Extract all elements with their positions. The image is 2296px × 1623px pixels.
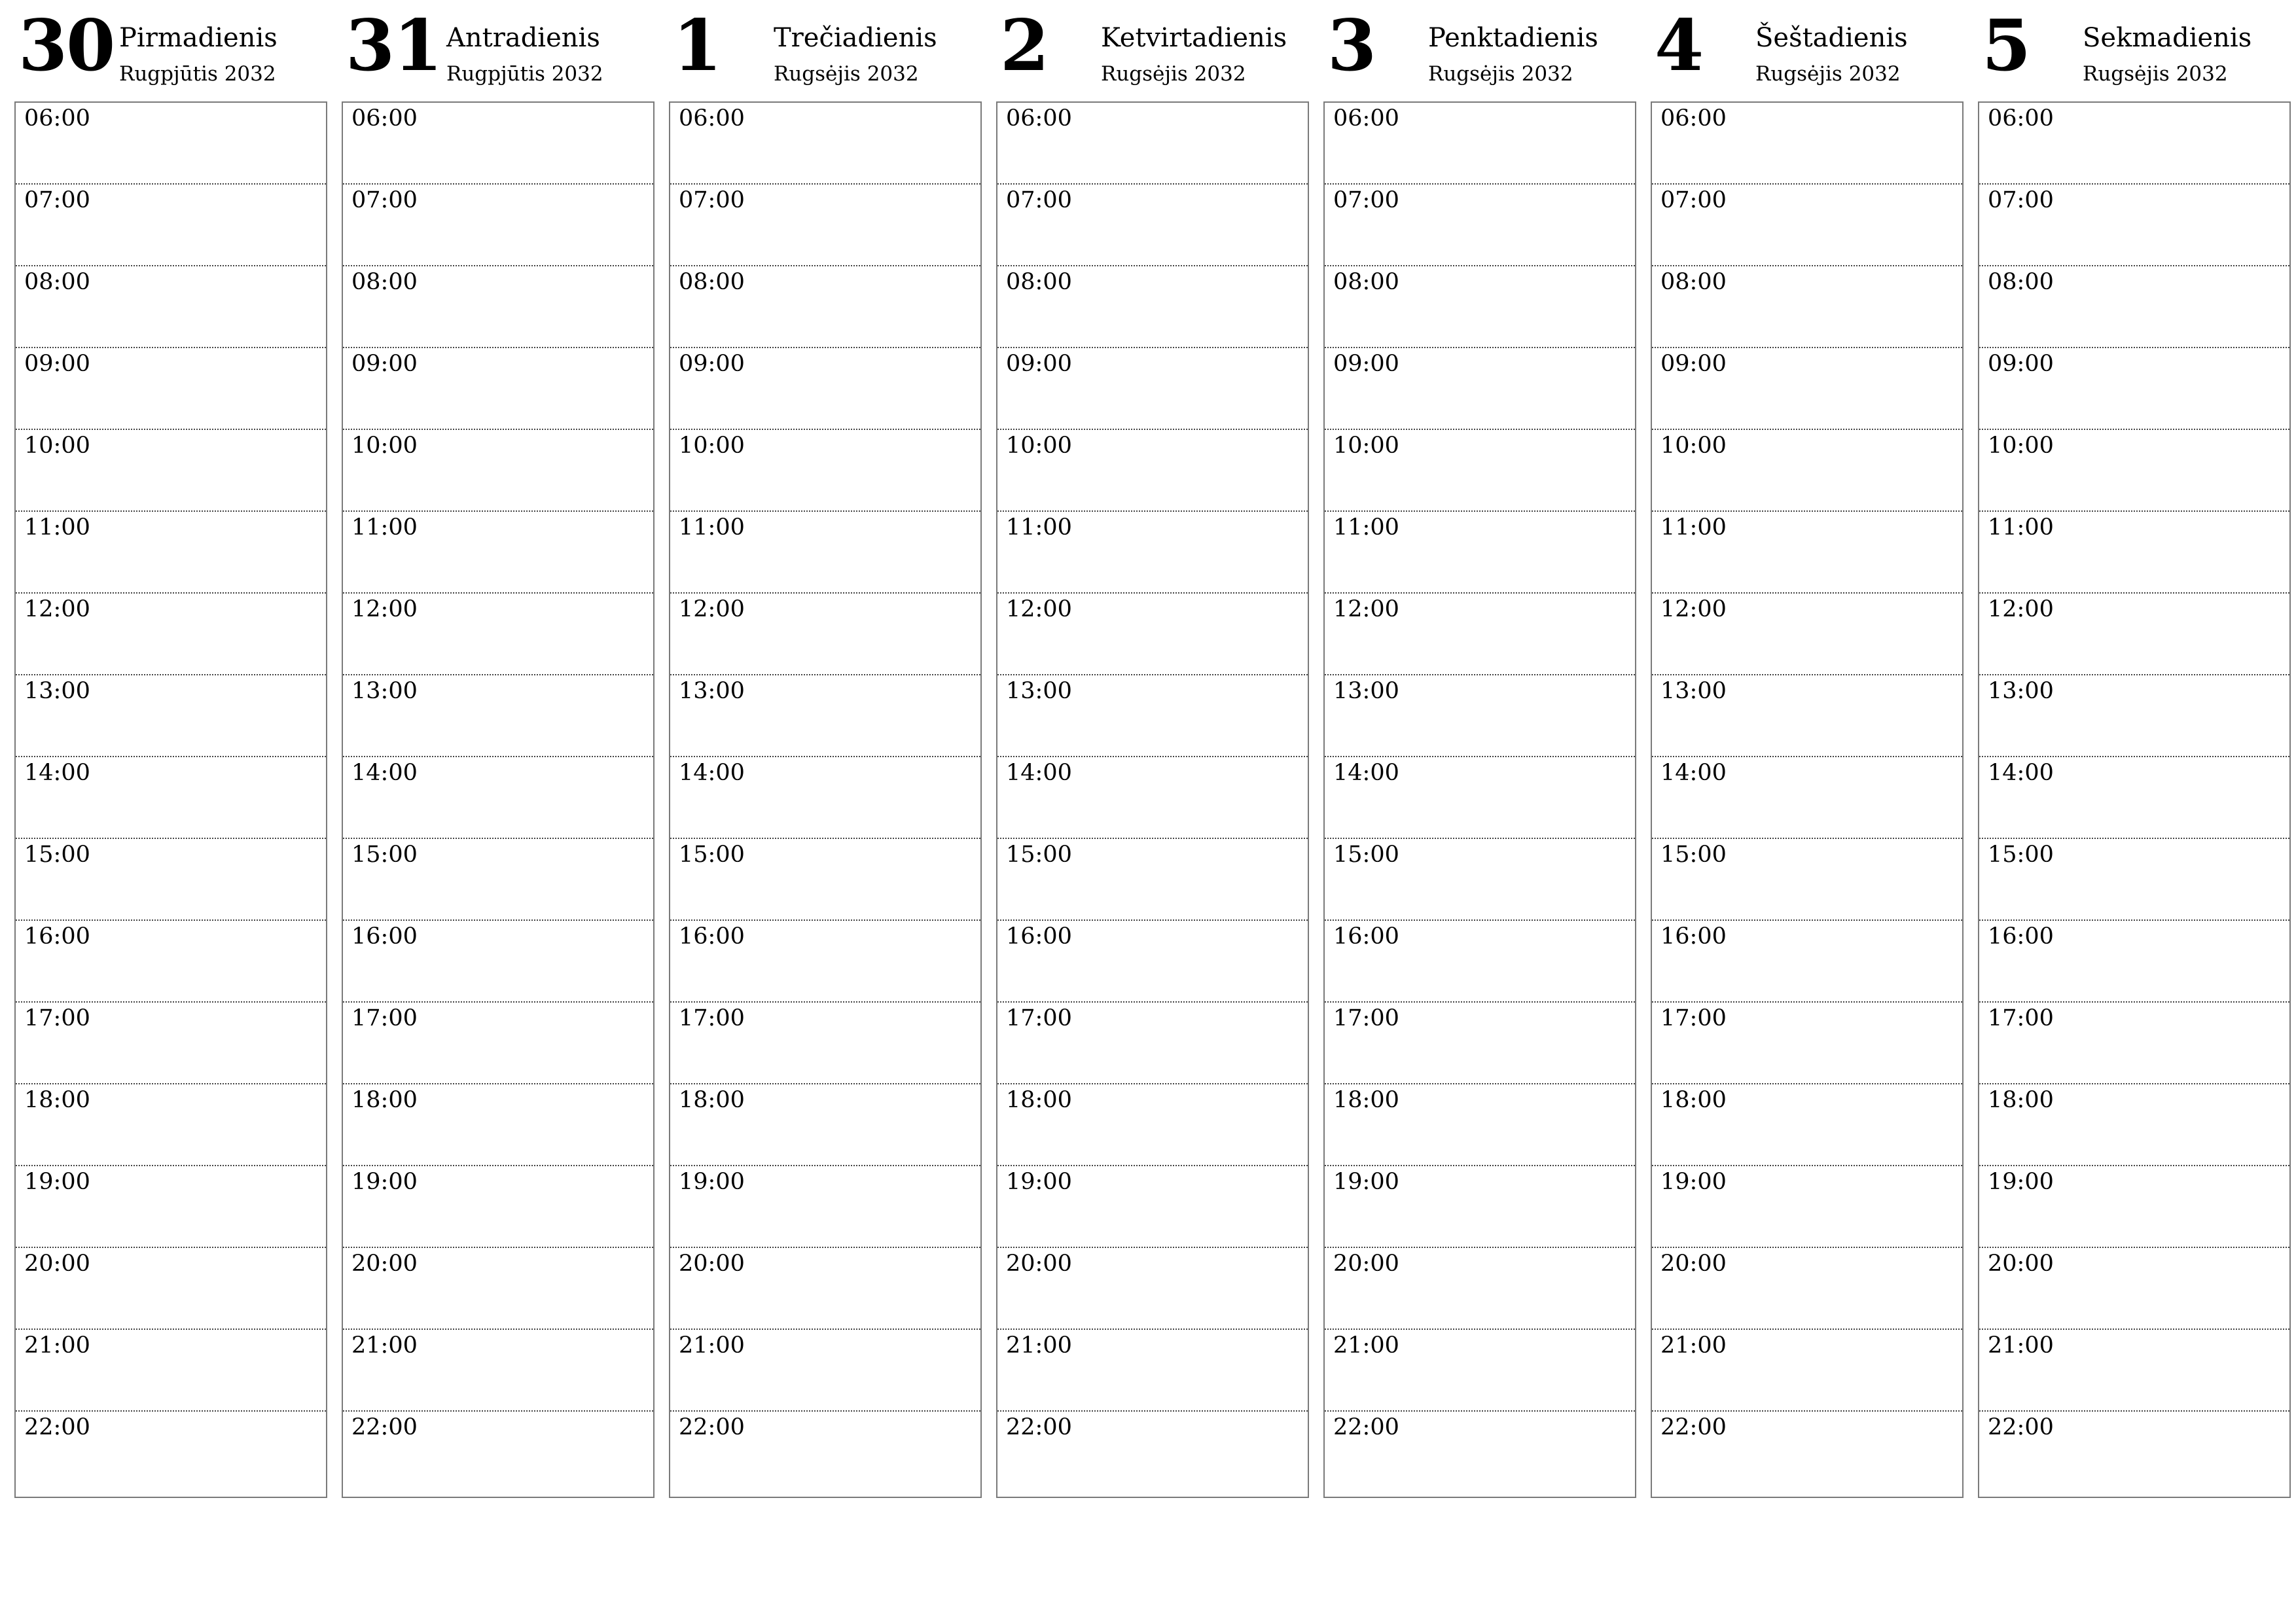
hour-slot (1979, 103, 2289, 185)
hour-label: 15:00 (1988, 842, 2054, 868)
hour-slot (1325, 1166, 1635, 1248)
hour-slot (1325, 594, 1635, 675)
hour-label: 06:00 (1660, 105, 1727, 132)
day-number: 31 (346, 5, 442, 87)
hour-label: 21:00 (24, 1332, 90, 1359)
hour-label: 15:00 (351, 842, 418, 868)
hour-slot (997, 1003, 1308, 1084)
hour-label: 21:00 (1988, 1332, 2054, 1359)
hour-label: 17:00 (1988, 1005, 2054, 1031)
month-year: Rugsėjis 2032 (774, 62, 919, 86)
hour-slot (343, 185, 653, 266)
month-year: Rugsėjis 2032 (1428, 62, 1573, 86)
hour-slot (1325, 512, 1635, 594)
hour-label: 07:00 (1988, 187, 2054, 213)
day-number: 5 (1982, 5, 2030, 87)
month-year: Rugsėjis 2032 (1101, 62, 1246, 86)
day-header (342, 0, 655, 98)
hour-slot (343, 1248, 653, 1330)
hour-slot (670, 1003, 980, 1084)
hour-label: 06:00 (351, 105, 418, 132)
hour-slot (16, 512, 326, 594)
hour-slot (670, 675, 980, 757)
hour-label: 12:00 (24, 596, 90, 622)
hour-slot (16, 594, 326, 675)
hour-slot (1652, 757, 1962, 839)
hour-slot (1652, 594, 1962, 675)
hour-slot (1979, 266, 2289, 348)
hour-slot (16, 1248, 326, 1330)
hour-label: 22:00 (1660, 1414, 1727, 1440)
hour-slot (997, 839, 1308, 921)
hour-slot (1652, 675, 1962, 757)
hour-slot (670, 1084, 980, 1166)
hour-slot (1325, 185, 1635, 266)
hour-label: 18:00 (679, 1087, 745, 1113)
hour-label: 08:00 (351, 269, 418, 295)
day-number: 3 (1327, 5, 1376, 87)
day-schedule (1651, 101, 1964, 1498)
hour-slot (1979, 594, 2289, 675)
hour-slot (16, 757, 326, 839)
hour-label: 20:00 (1988, 1251, 2054, 1277)
hour-label: 22:00 (1006, 1414, 1072, 1440)
hour-label: 21:00 (1006, 1332, 1072, 1359)
day-header (1651, 0, 1964, 98)
hour-label: 12:00 (1660, 596, 1727, 622)
hour-label: 14:00 (1333, 760, 1399, 786)
hour-slot (16, 1412, 326, 1497)
hour-label: 07:00 (351, 187, 418, 213)
hour-label: 06:00 (1988, 105, 2054, 132)
hour-label: 09:00 (24, 351, 90, 377)
hour-label: 14:00 (679, 760, 745, 786)
hour-slot (1652, 430, 1962, 512)
hour-label: 07:00 (1660, 187, 1727, 213)
hour-label: 20:00 (1660, 1251, 1727, 1277)
hour-slot (343, 430, 653, 512)
hour-slot (1652, 185, 1962, 266)
hour-label: 10:00 (1988, 433, 2054, 459)
hour-slot (16, 103, 326, 185)
hour-label: 22:00 (1333, 1414, 1399, 1440)
hour-label: 09:00 (679, 351, 745, 377)
hour-label: 08:00 (1660, 269, 1727, 295)
hour-label: 10:00 (24, 433, 90, 459)
day-number: 1 (673, 5, 721, 87)
hour-label: 22:00 (351, 1414, 418, 1440)
day-number: 4 (1655, 5, 1703, 87)
hour-slot (670, 757, 980, 839)
hour-slot (997, 430, 1308, 512)
hour-slot (1325, 1412, 1635, 1497)
hour-slot (670, 430, 980, 512)
hour-slot (1979, 348, 2289, 430)
hour-label: 19:00 (679, 1169, 745, 1195)
hour-slot (343, 839, 653, 921)
month-year: Rugsėjis 2032 (1755, 62, 1901, 86)
hour-slot (1979, 1003, 2289, 1084)
hour-label: 11:00 (1660, 514, 1727, 541)
hour-label: 18:00 (1006, 1087, 1072, 1113)
hour-slot (16, 675, 326, 757)
hour-label: 17:00 (679, 1005, 745, 1031)
weekday-name: Sekmadienis (2083, 23, 2252, 53)
hour-label: 13:00 (679, 678, 745, 704)
hour-label: 18:00 (351, 1087, 418, 1113)
hour-label: 17:00 (1006, 1005, 1072, 1031)
hour-slot (343, 675, 653, 757)
hour-slot (1979, 921, 2289, 1003)
hour-slot (343, 512, 653, 594)
hour-label: 22:00 (24, 1414, 90, 1440)
day-schedule (1323, 101, 1636, 1498)
hour-label: 16:00 (1006, 923, 1072, 950)
day-schedule (342, 101, 655, 1498)
hour-slot (997, 266, 1308, 348)
hour-slot (1325, 430, 1635, 512)
month-year: Rugpjūtis 2032 (446, 62, 603, 86)
hour-slot (16, 1166, 326, 1248)
day-schedule (14, 101, 327, 1498)
hour-slot (1652, 348, 1962, 430)
hour-label: 20:00 (351, 1251, 418, 1277)
hour-label: 18:00 (24, 1087, 90, 1113)
hour-slot (16, 266, 326, 348)
hour-label: 11:00 (1006, 514, 1072, 541)
day-header (1323, 0, 1636, 98)
hour-slot (1325, 757, 1635, 839)
day-schedule (1978, 101, 2291, 1498)
hour-slot (670, 266, 980, 348)
hour-slot (997, 1248, 1308, 1330)
month-year: Rugpjūtis 2032 (119, 62, 276, 86)
hour-slot (1979, 512, 2289, 594)
hour-slot (16, 430, 326, 512)
hour-slot (1325, 103, 1635, 185)
day-header (996, 0, 1309, 98)
hour-slot (1325, 266, 1635, 348)
hour-label: 21:00 (679, 1332, 745, 1359)
hour-label: 12:00 (351, 596, 418, 622)
hour-label: 15:00 (1660, 842, 1727, 868)
hour-slot (997, 1084, 1308, 1166)
hour-slot (343, 1330, 653, 1412)
hour-slot (343, 103, 653, 185)
hour-label: 18:00 (1660, 1087, 1727, 1113)
hour-slot (997, 512, 1308, 594)
hour-slot (670, 103, 980, 185)
hour-slot (1325, 1330, 1635, 1412)
hour-slot (1325, 348, 1635, 430)
hour-slot (1325, 921, 1635, 1003)
hour-slot (16, 185, 326, 266)
hour-label: 14:00 (351, 760, 418, 786)
hour-label: 18:00 (1333, 1087, 1399, 1113)
hour-label: 13:00 (1660, 678, 1727, 704)
hour-label: 06:00 (1006, 105, 1072, 132)
hour-label: 19:00 (1660, 1169, 1727, 1195)
hour-label: 17:00 (1333, 1005, 1399, 1031)
hour-label: 14:00 (1988, 760, 2054, 786)
hour-label: 12:00 (1988, 596, 2054, 622)
hour-slot (1325, 1003, 1635, 1084)
hour-slot (343, 921, 653, 1003)
hour-slot (16, 348, 326, 430)
day-header (14, 0, 327, 98)
hour-label: 11:00 (1333, 514, 1399, 541)
hour-slot (997, 1412, 1308, 1497)
hour-label: 13:00 (1006, 678, 1072, 704)
day-header (1978, 0, 2291, 98)
hour-label: 09:00 (1006, 351, 1072, 377)
hour-label: 15:00 (24, 842, 90, 868)
hour-label: 10:00 (1333, 433, 1399, 459)
hour-label: 08:00 (24, 269, 90, 295)
hour-slot (1979, 1248, 2289, 1330)
hour-label: 13:00 (24, 678, 90, 704)
hour-label: 19:00 (24, 1169, 90, 1195)
day-header (669, 0, 982, 98)
hour-slot (343, 1003, 653, 1084)
hour-label: 16:00 (1660, 923, 1727, 950)
hour-slot (997, 348, 1308, 430)
hour-label: 11:00 (351, 514, 418, 541)
hour-slot (670, 512, 980, 594)
hour-label: 20:00 (679, 1251, 745, 1277)
hour-label: 15:00 (1006, 842, 1072, 868)
hour-label: 19:00 (351, 1169, 418, 1195)
hour-slot (343, 757, 653, 839)
hour-label: 10:00 (1006, 433, 1072, 459)
hour-slot (1979, 675, 2289, 757)
weekday-name: Trečiadienis (774, 23, 937, 53)
hour-slot (1325, 1248, 1635, 1330)
hour-label: 11:00 (24, 514, 90, 541)
weekday-name: Ketvirtadienis (1101, 23, 1287, 53)
hour-slot (1652, 1330, 1962, 1412)
hour-slot (1652, 1084, 1962, 1166)
hour-label: 21:00 (1660, 1332, 1727, 1359)
hour-label: 07:00 (679, 187, 745, 213)
hour-label: 07:00 (1006, 187, 1072, 213)
hour-slot (670, 1166, 980, 1248)
hour-label: 17:00 (1660, 1005, 1727, 1031)
hour-label: 07:00 (1333, 187, 1399, 213)
hour-label: 13:00 (351, 678, 418, 704)
weekday-name: Penktadienis (1428, 23, 1598, 53)
hour-slot (1325, 1084, 1635, 1166)
hour-label: 16:00 (1988, 923, 2054, 950)
hour-label: 07:00 (24, 187, 90, 213)
hour-slot (1979, 757, 2289, 839)
hour-slot (343, 348, 653, 430)
weekday-name: Antradienis (446, 23, 600, 53)
hour-slot (343, 266, 653, 348)
hour-label: 14:00 (1660, 760, 1727, 786)
hour-label: 17:00 (351, 1005, 418, 1031)
hour-label: 20:00 (1006, 1251, 1072, 1277)
hour-label: 06:00 (1333, 105, 1399, 132)
hour-slot (997, 594, 1308, 675)
hour-slot (670, 1412, 980, 1497)
hour-slot (1979, 839, 2289, 921)
day-schedule (996, 101, 1309, 1498)
hour-slot (1652, 266, 1962, 348)
hour-label: 12:00 (679, 596, 745, 622)
hour-slot (1652, 1412, 1962, 1497)
hour-label: 15:00 (679, 842, 745, 868)
hour-slot (670, 185, 980, 266)
hour-slot (1979, 1330, 2289, 1412)
hour-slot (1652, 103, 1962, 185)
hour-label: 22:00 (1988, 1414, 2054, 1440)
hour-slot (16, 839, 326, 921)
hour-slot (997, 103, 1308, 185)
hour-label: 09:00 (1988, 351, 2054, 377)
hour-label: 10:00 (351, 433, 418, 459)
hour-label: 16:00 (1333, 923, 1399, 950)
hour-label: 08:00 (1988, 269, 2054, 295)
hour-slot (670, 348, 980, 430)
hour-slot (1652, 1166, 1962, 1248)
hour-slot (1652, 921, 1962, 1003)
hour-label: 19:00 (1988, 1169, 2054, 1195)
hour-label: 13:00 (1988, 678, 2054, 704)
hour-label: 17:00 (24, 1005, 90, 1031)
hour-slot (670, 839, 980, 921)
hour-label: 11:00 (1988, 514, 2054, 541)
hour-slot (343, 1084, 653, 1166)
hour-slot (1979, 1412, 2289, 1497)
hour-label: 14:00 (1006, 760, 1072, 786)
day-schedule (669, 101, 982, 1498)
weekday-name: Šeštadienis (1755, 23, 1908, 53)
hour-label: 06:00 (679, 105, 745, 132)
hour-slot (343, 1412, 653, 1497)
hour-label: 08:00 (1006, 269, 1072, 295)
hour-slot (997, 675, 1308, 757)
hour-slot (670, 1248, 980, 1330)
hour-slot (1325, 675, 1635, 757)
hour-label: 21:00 (1333, 1332, 1399, 1359)
hour-label: 21:00 (351, 1332, 418, 1359)
hour-label: 19:00 (1006, 1169, 1072, 1195)
hour-slot (670, 594, 980, 675)
hour-label: 20:00 (24, 1251, 90, 1277)
hour-slot (16, 1003, 326, 1084)
hour-slot (997, 757, 1308, 839)
month-year: Rugsėjis 2032 (2083, 62, 2228, 86)
hour-label: 06:00 (24, 105, 90, 132)
hour-label: 18:00 (1988, 1087, 2054, 1113)
hour-label: 13:00 (1333, 678, 1399, 704)
hour-slot (1652, 1003, 1962, 1084)
hour-label: 12:00 (1333, 596, 1399, 622)
hour-label: 08:00 (679, 269, 745, 295)
hour-slot (1979, 1084, 2289, 1166)
hour-label: 14:00 (24, 760, 90, 786)
hour-slot (670, 921, 980, 1003)
hour-label: 10:00 (1660, 433, 1727, 459)
hour-label: 15:00 (1333, 842, 1399, 868)
hour-label: 20:00 (1333, 1251, 1399, 1277)
hour-slot (997, 1330, 1308, 1412)
hour-label: 22:00 (679, 1414, 745, 1440)
day-number: 30 (18, 5, 115, 87)
hour-label: 16:00 (24, 923, 90, 950)
hour-slot (997, 921, 1308, 1003)
hour-label: 08:00 (1333, 269, 1399, 295)
hour-slot (16, 1330, 326, 1412)
weekday-name: Pirmadienis (119, 23, 278, 53)
hour-slot (1979, 430, 2289, 512)
hour-label: 09:00 (1333, 351, 1399, 377)
hour-label: 11:00 (679, 514, 745, 541)
hour-slot (1979, 1166, 2289, 1248)
hour-slot (343, 594, 653, 675)
hour-label: 16:00 (679, 923, 745, 950)
hour-label: 16:00 (351, 923, 418, 950)
hour-slot (1652, 512, 1962, 594)
hour-slot (16, 1084, 326, 1166)
hour-slot (1652, 1248, 1962, 1330)
hour-slot (16, 921, 326, 1003)
hour-label: 19:00 (1333, 1169, 1399, 1195)
hour-slot (1652, 839, 1962, 921)
hour-slot (997, 1166, 1308, 1248)
hour-slot (997, 185, 1308, 266)
hour-label: 10:00 (679, 433, 745, 459)
hour-slot (1325, 839, 1635, 921)
hour-slot (343, 1166, 653, 1248)
day-number: 2 (1000, 5, 1049, 87)
hour-slot (1979, 185, 2289, 266)
hour-label: 12:00 (1006, 596, 1072, 622)
hour-label: 09:00 (1660, 351, 1727, 377)
hour-label: 09:00 (351, 351, 418, 377)
hour-slot (670, 1330, 980, 1412)
